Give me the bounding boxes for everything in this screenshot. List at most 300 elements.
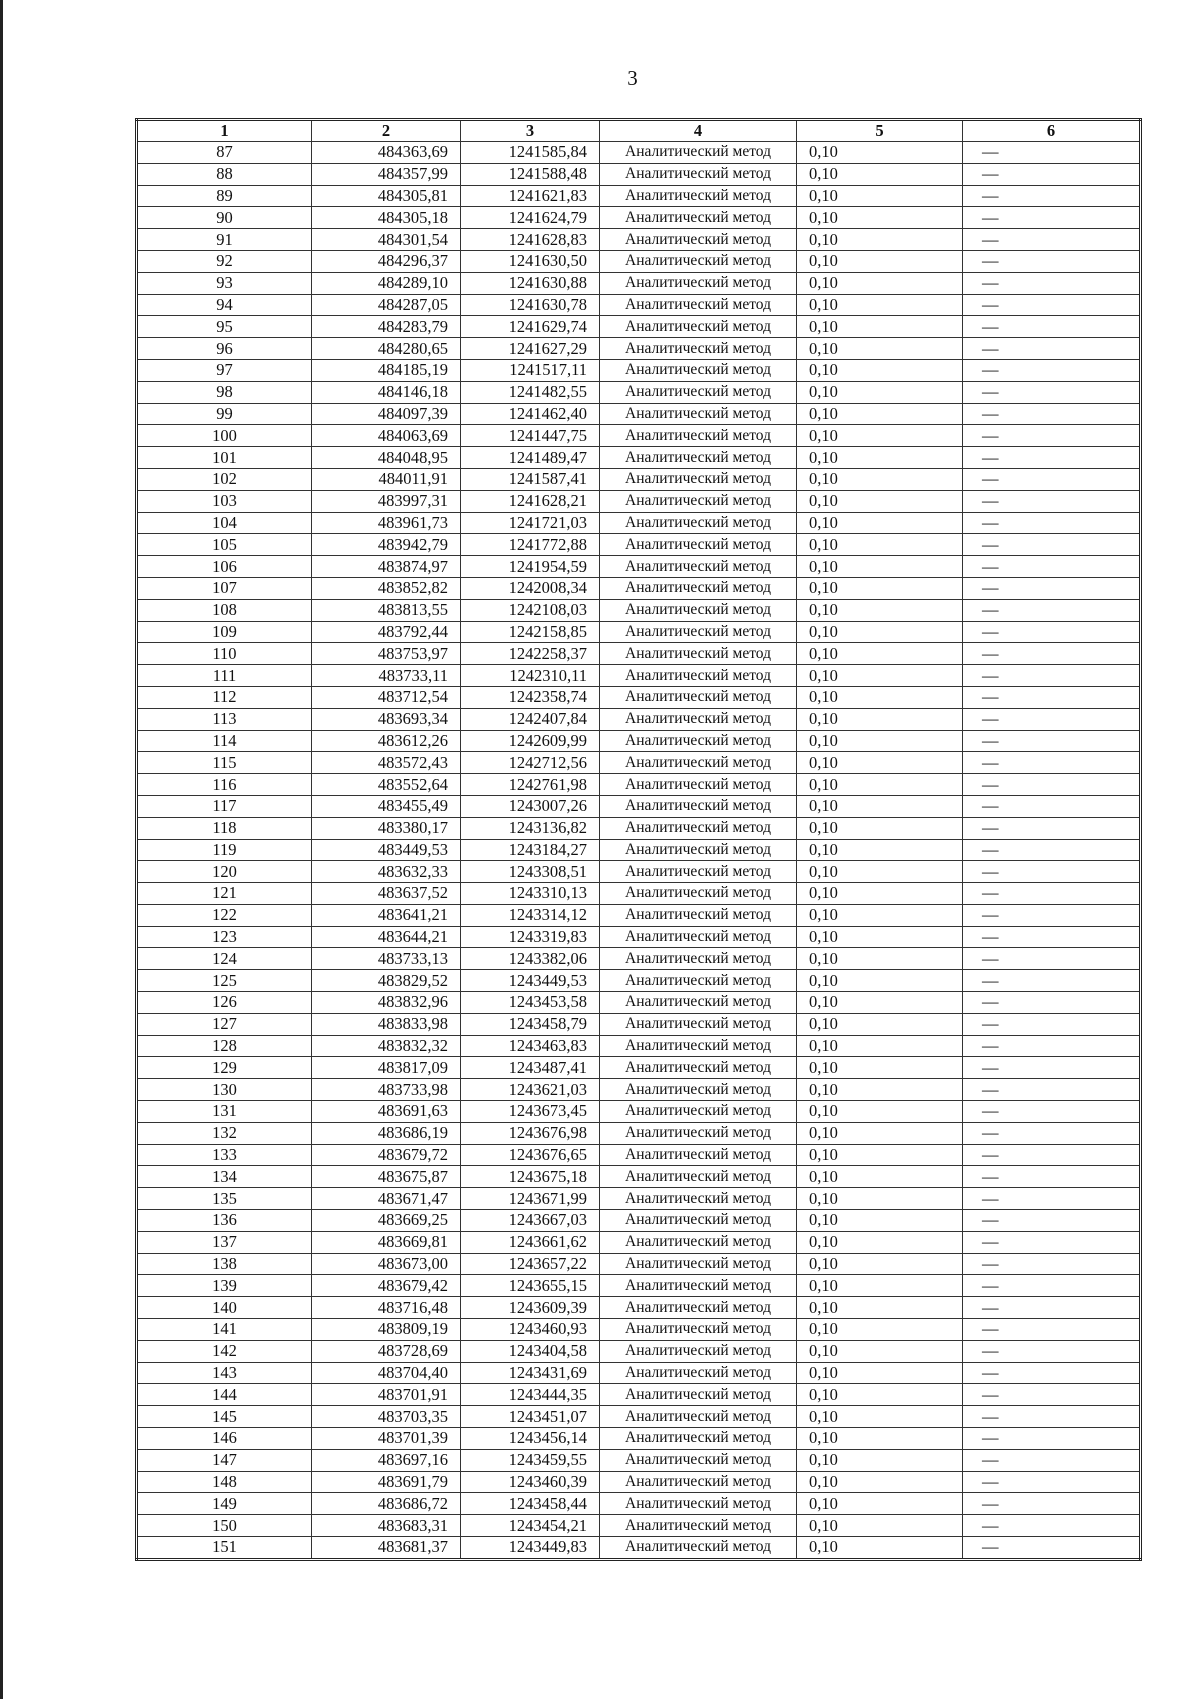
point-number-cell: 116	[137, 774, 312, 796]
accuracy-cell: 0,10	[797, 1210, 963, 1232]
accuracy-cell: 0,10	[797, 512, 963, 534]
description-cell: —	[963, 338, 1141, 360]
point-number-cell: 104	[137, 512, 312, 534]
method-cell: Аналитический метод	[600, 272, 797, 294]
point-number-cell: 87	[137, 142, 312, 164]
accuracy-cell: 0,10	[797, 904, 963, 926]
accuracy-cell: 0,10	[797, 926, 963, 948]
table-row	[137, 817, 1141, 839]
description-cell: —	[963, 1035, 1141, 1057]
description-cell: —	[963, 1231, 1141, 1253]
table-row	[137, 1144, 1141, 1166]
table-row	[137, 1231, 1141, 1253]
description-cell: —	[963, 1188, 1141, 1210]
method-cell: Аналитический метод	[600, 1297, 797, 1319]
description-cell: —	[963, 359, 1141, 381]
table-row	[137, 207, 1141, 229]
table-row	[137, 970, 1141, 992]
description-cell: —	[963, 185, 1141, 207]
table-row	[137, 163, 1141, 185]
x-coordinate-cell: 484146,18	[312, 381, 461, 403]
y-coordinate-cell: 1242008,34	[461, 577, 600, 599]
y-coordinate-cell: 1241628,21	[461, 490, 600, 512]
accuracy-cell: 0,10	[797, 599, 963, 621]
description-cell: —	[963, 556, 1141, 578]
method-cell: Аналитический метод	[600, 294, 797, 316]
y-coordinate-cell: 1243460,93	[461, 1319, 600, 1341]
point-number-cell: 145	[137, 1406, 312, 1428]
accuracy-cell: 0,10	[797, 250, 963, 272]
point-number-cell: 132	[137, 1122, 312, 1144]
table-row	[137, 774, 1141, 796]
accuracy-cell: 0,10	[797, 1144, 963, 1166]
point-number-cell: 136	[137, 1210, 312, 1232]
accuracy-cell: 0,10	[797, 1406, 963, 1428]
y-coordinate-cell: 1241624,79	[461, 207, 600, 229]
description-cell: —	[963, 490, 1141, 512]
x-coordinate-cell: 484011,91	[312, 468, 461, 490]
point-number-cell: 117	[137, 795, 312, 817]
table-row	[137, 839, 1141, 861]
column-header-3: 3	[461, 120, 600, 142]
y-coordinate-cell: 1242108,03	[461, 599, 600, 621]
y-coordinate-cell: 1242258,37	[461, 643, 600, 665]
method-cell: Аналитический метод	[600, 250, 797, 272]
method-cell: Аналитический метод	[600, 1340, 797, 1362]
accuracy-cell: 0,10	[797, 1253, 963, 1275]
accuracy-cell: 0,10	[797, 490, 963, 512]
table-row	[137, 359, 1141, 381]
accuracy-cell: 0,10	[797, 795, 963, 817]
point-number-cell: 110	[137, 643, 312, 665]
y-coordinate-cell: 1243671,99	[461, 1188, 600, 1210]
y-coordinate-cell: 1243431,69	[461, 1362, 600, 1384]
method-cell: Аналитический метод	[600, 512, 797, 534]
y-coordinate-cell: 1243676,98	[461, 1122, 600, 1144]
x-coordinate-cell: 483449,53	[312, 839, 461, 861]
point-number-cell: 105	[137, 534, 312, 556]
method-cell: Аналитический метод	[600, 795, 797, 817]
point-number-cell: 142	[137, 1340, 312, 1362]
table-row	[137, 1166, 1141, 1188]
method-cell: Аналитический метод	[600, 142, 797, 164]
accuracy-cell: 0,10	[797, 1057, 963, 1079]
description-cell: —	[963, 1013, 1141, 1035]
table-row	[137, 534, 1141, 556]
accuracy-cell: 0,10	[797, 1122, 963, 1144]
x-coordinate-cell: 484280,65	[312, 338, 461, 360]
x-coordinate-cell: 483693,34	[312, 708, 461, 730]
table-row	[137, 577, 1141, 599]
y-coordinate-cell: 1241630,50	[461, 250, 600, 272]
x-coordinate-cell: 483671,47	[312, 1188, 461, 1210]
x-coordinate-cell: 483697,16	[312, 1449, 461, 1471]
accuracy-cell: 0,10	[797, 425, 963, 447]
y-coordinate-cell: 1243449,83	[461, 1537, 600, 1560]
table-row	[137, 643, 1141, 665]
x-coordinate-cell: 483380,17	[312, 817, 461, 839]
accuracy-cell: 0,10	[797, 1231, 963, 1253]
description-cell: —	[963, 752, 1141, 774]
x-coordinate-cell: 483792,44	[312, 621, 461, 643]
y-coordinate-cell: 1243458,44	[461, 1493, 600, 1515]
accuracy-cell: 0,10	[797, 316, 963, 338]
y-coordinate-cell: 1243460,39	[461, 1471, 600, 1493]
x-coordinate-cell: 483691,63	[312, 1101, 461, 1123]
description-cell: —	[963, 1144, 1141, 1166]
y-coordinate-cell: 1243673,45	[461, 1101, 600, 1123]
accuracy-cell: 0,10	[797, 665, 963, 687]
column-header-1: 1	[137, 120, 312, 142]
y-coordinate-cell: 1243459,55	[461, 1449, 600, 1471]
method-cell: Аналитический метод	[600, 992, 797, 1014]
point-number-cell: 102	[137, 468, 312, 490]
x-coordinate-cell: 484185,19	[312, 359, 461, 381]
x-coordinate-cell: 483681,37	[312, 1537, 461, 1560]
y-coordinate-cell: 1241627,29	[461, 338, 600, 360]
point-number-cell: 94	[137, 294, 312, 316]
method-cell: Аналитический метод	[600, 883, 797, 905]
method-cell: Аналитический метод	[600, 447, 797, 469]
table-row	[137, 1428, 1141, 1450]
description-cell: —	[963, 163, 1141, 185]
method-cell: Аналитический метод	[600, 1319, 797, 1341]
y-coordinate-cell: 1243319,83	[461, 926, 600, 948]
method-cell: Аналитический метод	[600, 490, 797, 512]
y-coordinate-cell: 1241628,83	[461, 229, 600, 251]
accuracy-cell: 0,10	[797, 381, 963, 403]
method-cell: Аналитический метод	[600, 1384, 797, 1406]
table-row	[137, 904, 1141, 926]
y-coordinate-cell: 1243453,58	[461, 992, 600, 1014]
point-number-cell: 103	[137, 490, 312, 512]
table-row	[137, 1340, 1141, 1362]
column-header-6: 6	[963, 120, 1141, 142]
y-coordinate-cell: 1243454,21	[461, 1515, 600, 1537]
description-cell: —	[963, 577, 1141, 599]
x-coordinate-cell: 483701,39	[312, 1428, 461, 1450]
y-coordinate-cell: 1241772,88	[461, 534, 600, 556]
table-row	[137, 1406, 1141, 1428]
table-row	[137, 621, 1141, 643]
point-number-cell: 127	[137, 1013, 312, 1035]
table-row	[137, 229, 1141, 251]
y-coordinate-cell: 1241587,41	[461, 468, 600, 490]
method-cell: Аналитический метод	[600, 970, 797, 992]
x-coordinate-cell: 483686,19	[312, 1122, 461, 1144]
x-coordinate-cell: 484097,39	[312, 403, 461, 425]
point-number-cell: 131	[137, 1101, 312, 1123]
description-cell: —	[963, 643, 1141, 665]
method-cell: Аналитический метод	[600, 316, 797, 338]
y-coordinate-cell: 1243184,27	[461, 839, 600, 861]
coordinates-table	[135, 118, 1142, 1561]
x-coordinate-cell: 483733,13	[312, 948, 461, 970]
accuracy-cell: 0,10	[797, 1101, 963, 1123]
accuracy-cell: 0,10	[797, 1428, 963, 1450]
point-number-cell: 112	[137, 686, 312, 708]
point-number-cell: 133	[137, 1144, 312, 1166]
y-coordinate-cell: 1242158,85	[461, 621, 600, 643]
method-cell: Аналитический метод	[600, 730, 797, 752]
method-cell: Аналитический метод	[600, 1035, 797, 1057]
description-cell: —	[963, 1537, 1141, 1560]
description-cell: —	[963, 1384, 1141, 1406]
x-coordinate-cell: 483679,42	[312, 1275, 461, 1297]
method-cell: Аналитический метод	[600, 1362, 797, 1384]
description-cell: —	[963, 817, 1141, 839]
point-number-cell: 91	[137, 229, 312, 251]
description-cell: —	[963, 1297, 1141, 1319]
accuracy-cell: 0,10	[797, 839, 963, 861]
description-cell: —	[963, 665, 1141, 687]
y-coordinate-cell: 1243308,51	[461, 861, 600, 883]
accuracy-cell: 0,10	[797, 1449, 963, 1471]
point-number-cell: 100	[137, 425, 312, 447]
description-cell: —	[963, 403, 1141, 425]
table-row	[137, 883, 1141, 905]
x-coordinate-cell: 483669,81	[312, 1231, 461, 1253]
y-coordinate-cell: 1242761,98	[461, 774, 600, 796]
method-cell: Аналитический метод	[600, 1210, 797, 1232]
x-coordinate-cell: 483675,87	[312, 1166, 461, 1188]
table-row	[137, 926, 1141, 948]
description-cell: —	[963, 839, 1141, 861]
description-cell: —	[963, 1406, 1141, 1428]
point-number-cell: 151	[137, 1537, 312, 1560]
table-row	[137, 250, 1141, 272]
x-coordinate-cell: 483829,52	[312, 970, 461, 992]
x-coordinate-cell: 484048,95	[312, 447, 461, 469]
point-number-cell: 130	[137, 1079, 312, 1101]
point-number-cell: 137	[137, 1231, 312, 1253]
x-coordinate-cell: 483679,72	[312, 1144, 461, 1166]
method-cell: Аналитический метод	[600, 926, 797, 948]
table-row	[137, 381, 1141, 403]
description-cell: —	[963, 926, 1141, 948]
table-row	[137, 338, 1141, 360]
point-number-cell: 138	[137, 1253, 312, 1275]
accuracy-cell: 0,10	[797, 1079, 963, 1101]
method-cell: Аналитический метод	[600, 185, 797, 207]
description-cell: —	[963, 970, 1141, 992]
table-row	[137, 1057, 1141, 1079]
point-number-cell: 148	[137, 1471, 312, 1493]
method-cell: Аналитический метод	[600, 1537, 797, 1560]
y-coordinate-cell: 1241482,55	[461, 381, 600, 403]
table-row	[137, 1297, 1141, 1319]
y-coordinate-cell: 1243456,14	[461, 1428, 600, 1450]
y-coordinate-cell: 1243667,03	[461, 1210, 600, 1232]
method-cell: Аналитический метод	[600, 381, 797, 403]
y-coordinate-cell: 1243621,03	[461, 1079, 600, 1101]
y-coordinate-cell: 1242358,74	[461, 686, 600, 708]
description-cell: —	[963, 1253, 1141, 1275]
x-coordinate-cell: 483809,19	[312, 1319, 461, 1341]
y-coordinate-cell: 1243136,82	[461, 817, 600, 839]
description-cell: —	[963, 1319, 1141, 1341]
x-coordinate-cell: 483817,09	[312, 1057, 461, 1079]
method-cell: Аналитический метод	[600, 665, 797, 687]
point-number-cell: 99	[137, 403, 312, 425]
accuracy-cell: 0,10	[797, 294, 963, 316]
accuracy-cell: 0,10	[797, 686, 963, 708]
accuracy-cell: 0,10	[797, 1537, 963, 1560]
accuracy-cell: 0,10	[797, 1471, 963, 1493]
description-cell: —	[963, 1079, 1141, 1101]
point-number-cell: 98	[137, 381, 312, 403]
accuracy-cell: 0,10	[797, 708, 963, 730]
method-cell: Аналитический метод	[600, 229, 797, 251]
point-number-cell: 89	[137, 185, 312, 207]
accuracy-cell: 0,10	[797, 1297, 963, 1319]
table-row	[137, 447, 1141, 469]
y-coordinate-cell: 1243310,13	[461, 883, 600, 905]
x-coordinate-cell: 483832,96	[312, 992, 461, 1014]
description-cell: —	[963, 207, 1141, 229]
method-cell: Аналитический метод	[600, 1449, 797, 1471]
y-coordinate-cell: 1243676,65	[461, 1144, 600, 1166]
description-cell: —	[963, 904, 1141, 926]
x-coordinate-cell: 483733,11	[312, 665, 461, 687]
accuracy-cell: 0,10	[797, 359, 963, 381]
method-cell: Аналитический метод	[600, 577, 797, 599]
y-coordinate-cell: 1241585,84	[461, 142, 600, 164]
method-cell: Аналитический метод	[600, 425, 797, 447]
point-number-cell: 126	[137, 992, 312, 1014]
table-row	[137, 992, 1141, 1014]
accuracy-cell: 0,10	[797, 338, 963, 360]
accuracy-cell: 0,10	[797, 1493, 963, 1515]
method-cell: Аналитический метод	[600, 686, 797, 708]
accuracy-cell: 0,10	[797, 468, 963, 490]
table-row	[137, 1537, 1141, 1560]
description-cell: —	[963, 795, 1141, 817]
x-coordinate-cell: 484363,69	[312, 142, 461, 164]
point-number-cell: 115	[137, 752, 312, 774]
description-cell: —	[963, 686, 1141, 708]
x-coordinate-cell: 483637,52	[312, 883, 461, 905]
point-number-cell: 119	[137, 839, 312, 861]
x-coordinate-cell: 483704,40	[312, 1362, 461, 1384]
description-cell: —	[963, 316, 1141, 338]
description-cell: —	[963, 774, 1141, 796]
table-row	[137, 861, 1141, 883]
table-body	[137, 142, 1141, 1560]
description-cell: —	[963, 1362, 1141, 1384]
point-number-cell: 93	[137, 272, 312, 294]
method-cell: Аналитический метод	[600, 1275, 797, 1297]
description-cell: —	[963, 992, 1141, 1014]
point-number-cell: 113	[137, 708, 312, 730]
x-coordinate-cell: 483832,32	[312, 1035, 461, 1057]
accuracy-cell: 0,10	[797, 229, 963, 251]
method-cell: Аналитический метод	[600, 403, 797, 425]
point-number-cell: 125	[137, 970, 312, 992]
table-row	[137, 512, 1141, 534]
x-coordinate-cell: 483997,31	[312, 490, 461, 512]
point-number-cell: 124	[137, 948, 312, 970]
x-coordinate-cell: 483701,91	[312, 1384, 461, 1406]
point-number-cell: 121	[137, 883, 312, 905]
table-row	[137, 1449, 1141, 1471]
table-row	[137, 1515, 1141, 1537]
accuracy-cell: 0,10	[797, 185, 963, 207]
x-coordinate-cell: 484289,10	[312, 272, 461, 294]
description-cell: —	[963, 512, 1141, 534]
point-number-cell: 134	[137, 1166, 312, 1188]
column-header-5: 5	[797, 120, 963, 142]
x-coordinate-cell: 483683,31	[312, 1515, 461, 1537]
y-coordinate-cell: 1241517,11	[461, 359, 600, 381]
method-cell: Аналитический метод	[600, 1471, 797, 1493]
table-row	[137, 294, 1141, 316]
x-coordinate-cell: 483632,33	[312, 861, 461, 883]
point-number-cell: 97	[137, 359, 312, 381]
x-coordinate-cell: 483813,55	[312, 599, 461, 621]
description-cell: —	[963, 1101, 1141, 1123]
x-coordinate-cell: 483961,73	[312, 512, 461, 534]
table-row	[137, 948, 1141, 970]
x-coordinate-cell: 483703,35	[312, 1406, 461, 1428]
point-number-cell: 109	[137, 621, 312, 643]
point-number-cell: 141	[137, 1319, 312, 1341]
x-coordinate-cell: 483641,21	[312, 904, 461, 926]
accuracy-cell: 0,10	[797, 163, 963, 185]
accuracy-cell: 0,10	[797, 621, 963, 643]
point-number-cell: 139	[137, 1275, 312, 1297]
x-coordinate-cell: 483833,98	[312, 1013, 461, 1035]
y-coordinate-cell: 1243675,18	[461, 1166, 600, 1188]
table-row	[137, 752, 1141, 774]
method-cell: Аналитический метод	[600, 468, 797, 490]
table-row	[137, 1188, 1141, 1210]
y-coordinate-cell: 1241630,78	[461, 294, 600, 316]
y-coordinate-cell: 1243449,53	[461, 970, 600, 992]
x-coordinate-cell: 483728,69	[312, 1340, 461, 1362]
table-row	[137, 1079, 1141, 1101]
accuracy-cell: 0,10	[797, 1515, 963, 1537]
y-coordinate-cell: 1242310,11	[461, 665, 600, 687]
point-number-cell: 108	[137, 599, 312, 621]
accuracy-cell: 0,10	[797, 1340, 963, 1362]
description-cell: —	[963, 1057, 1141, 1079]
method-cell: Аналитический метод	[600, 1253, 797, 1275]
point-number-cell: 147	[137, 1449, 312, 1471]
description-cell: —	[963, 1471, 1141, 1493]
table-row	[137, 403, 1141, 425]
x-coordinate-cell: 484063,69	[312, 425, 461, 447]
method-cell: Аналитический метод	[600, 207, 797, 229]
table-row	[137, 272, 1141, 294]
y-coordinate-cell: 1241462,40	[461, 403, 600, 425]
x-coordinate-cell: 483733,98	[312, 1079, 461, 1101]
table-row	[137, 185, 1141, 207]
method-cell: Аналитический метод	[600, 1101, 797, 1123]
accuracy-cell: 0,10	[797, 970, 963, 992]
method-cell: Аналитический метод	[600, 1122, 797, 1144]
x-coordinate-cell: 483712,54	[312, 686, 461, 708]
point-number-cell: 146	[137, 1428, 312, 1450]
table-row	[137, 665, 1141, 687]
method-cell: Аналитический метод	[600, 774, 797, 796]
y-coordinate-cell: 1241954,59	[461, 556, 600, 578]
method-cell: Аналитический метод	[600, 904, 797, 926]
description-cell: —	[963, 883, 1141, 905]
x-coordinate-cell: 483644,21	[312, 926, 461, 948]
y-coordinate-cell: 1242609,99	[461, 730, 600, 752]
method-cell: Аналитический метод	[600, 338, 797, 360]
